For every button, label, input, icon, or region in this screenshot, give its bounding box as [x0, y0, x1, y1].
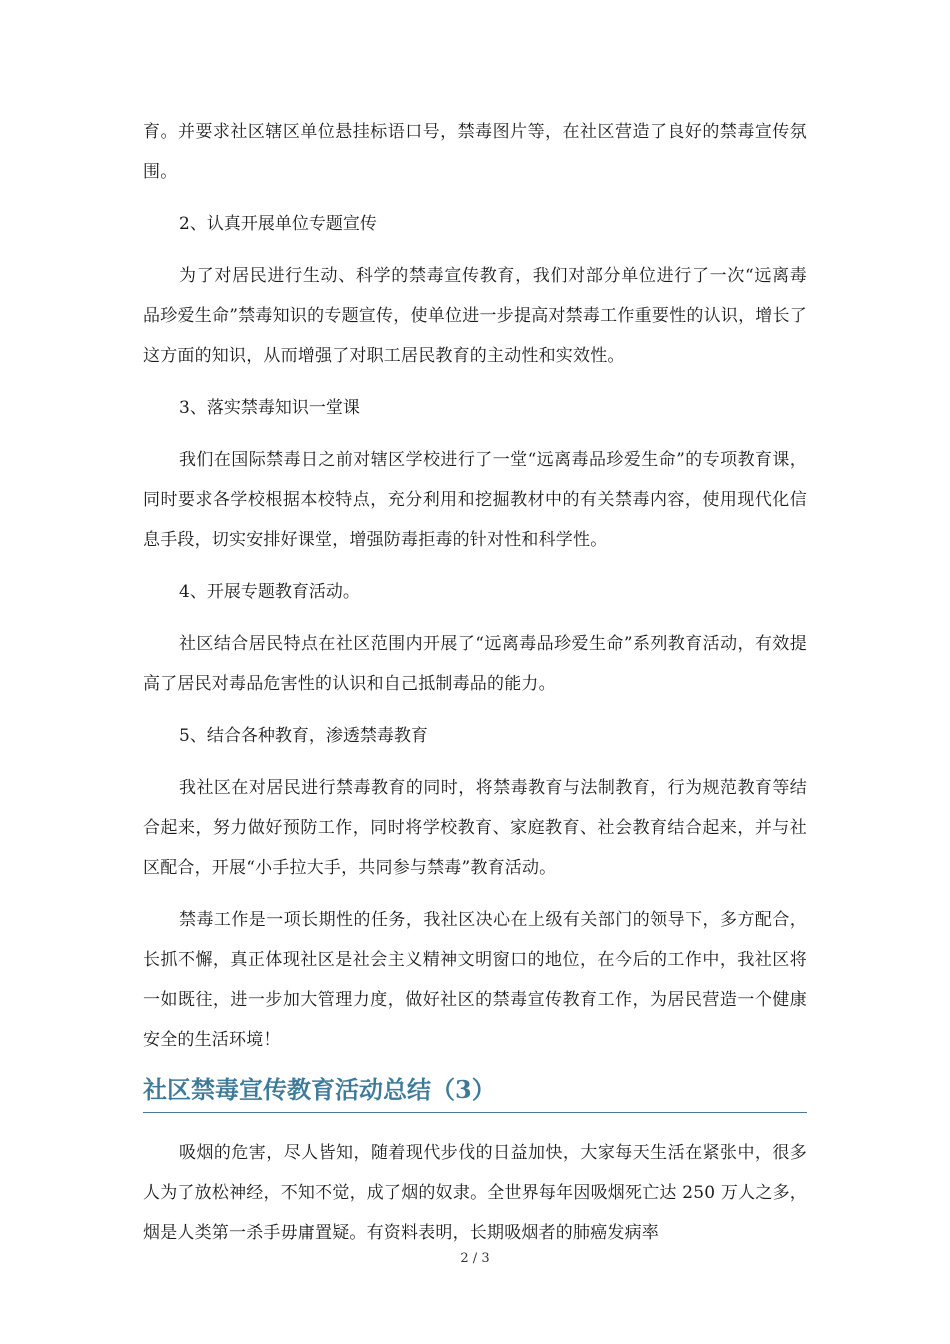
paragraphs-bottom — [143, 1133, 807, 1253]
paragraph: 吸烟的危害，尽人皆知，随着现代步伐的日益加快，大家每天生活在紧张中，很多人为了放松神经，不知不觉，成了烟的奴隶。全世界每年因吸烟死亡达 250 万人之多，烟是人类第一杀手毋庸置疑。有资料表明，长期吸烟者的肺癌发病率 — [143, 1143, 807, 1243]
document-body — [143, 112, 807, 1265]
paragraph: 禁毒工作是一项长期性的任务，我社区决心在上级有关部门的领导下，多方配合，长抓不懈，真正体现社区是社会主义精神文明窗口的地位，在今后的工作中，我社区将一如既往，进一步加大管理力度，做好社区的禁毒宣传教育工作，为居民营造一个健康安全的生活环境！ — [143, 910, 807, 1050]
subheading: 4、开展专题教育活动。 — [179, 582, 360, 602]
subheading: 5、结合各种教育，渗透禁毒教育 — [179, 726, 428, 746]
paragraph: 为了对居民进行生动、科学的禁毒宣传教育，我们对部分单位进行了一次“远离毒品珍爱生命”禁毒知识的专题宣传，使单位进一步提高对禁毒工作重要性的认识，增长了这方面的知识，从而增强了对职工居民教育的主动性和实效性。 — [143, 266, 807, 366]
section-title: 社区禁毒宣传教育活动总结（3） — [143, 1072, 807, 1113]
paragraph: 社区结合居民特点在社区范围内开展了“远离毒品珍爱生命”系列教育活动，有效提高了居民对毒品危害性的认识和自己抵制毒品的能力。 — [143, 634, 807, 694]
subheading: 3、落实禁毒知识一堂课 — [179, 398, 360, 418]
paragraph: 我们在国际禁毒日之前对辖区学校进行了一堂“远离毒品珍爱生命”的专项教育课，同时要求各学校根据本校特点，充分利用和挖掘教材中的有关禁毒内容，使用现代化信息手段，切实安排好课堂，增强防毒拒毒的针对性和科学性。 — [143, 450, 807, 550]
paragraph: 我社区在对居民进行禁毒教育的同时，将禁毒教育与法制教育，行为规范教育等结合起来，努力做好预防工作，同时将学校教育、家庭教育、社会教育结合起来，并与社区配合，开展“小手拉大手，共同参与禁毒”教育活动。 — [143, 778, 807, 878]
page-number: 2 / 3 — [460, 1251, 490, 1266]
subheading: 2、认真开展单位专题宣传 — [179, 214, 377, 234]
paragraph: 育。并要求社区辖区单位悬挂标语口号，禁毒图片等，在社区营造了良好的禁毒宣传氛围。 — [143, 122, 807, 182]
paragraphs-top — [143, 112, 807, 1060]
